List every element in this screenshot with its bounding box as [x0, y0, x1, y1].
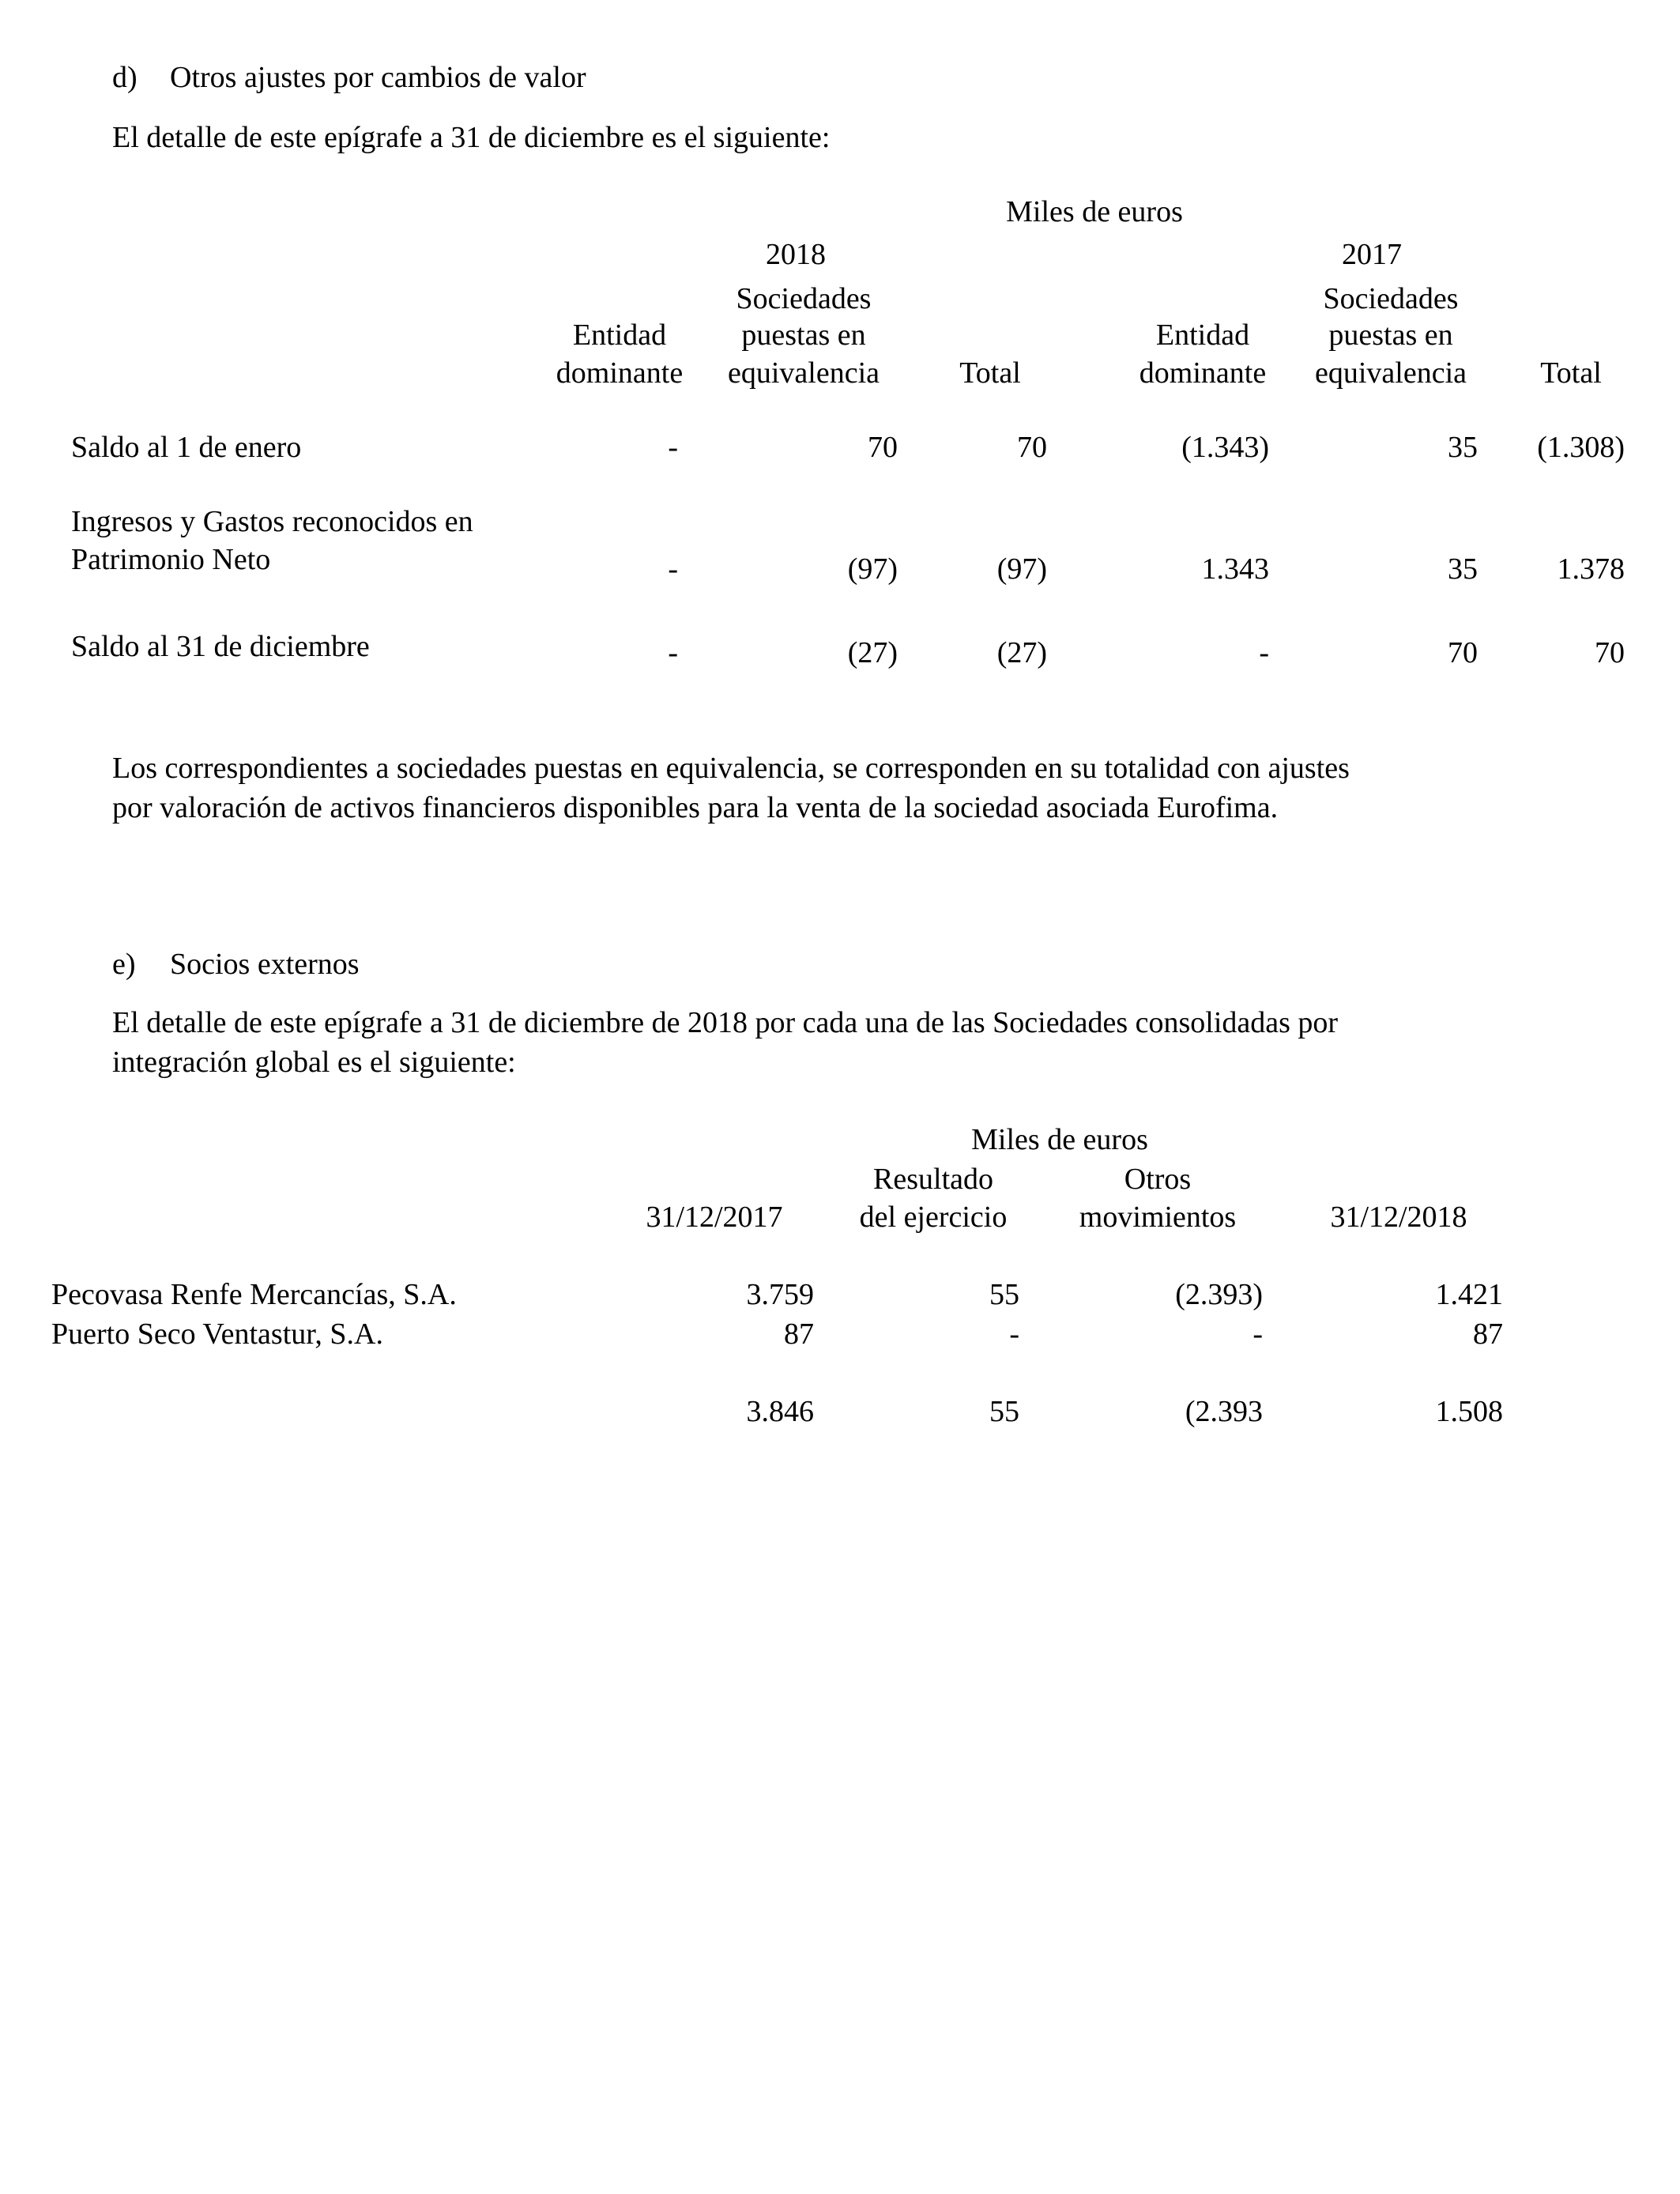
header-entidad: Entidad [1155, 319, 1250, 352]
row-label: Saldo al 1 de enero [71, 431, 302, 464]
cell: - [1252, 1318, 1263, 1351]
total-cell: 55 [989, 1395, 1019, 1428]
cell: (2.393) [1175, 1278, 1263, 1311]
cell: 1.421 [1435, 1278, 1503, 1311]
section-d-letter: d) [112, 61, 137, 94]
row-label: Pecovasa Renfe Mercancías, S.A. [51, 1278, 457, 1311]
header-sociedades: Sociedades [1323, 282, 1459, 315]
cell: - [668, 552, 678, 586]
header-entidad: Entidad [572, 319, 667, 352]
table-d-year-2017: 2017 [1342, 238, 1402, 271]
header-movimientos: movimientos [1079, 1201, 1237, 1234]
table-d-units: Miles de euros [1006, 195, 1183, 228]
total-cell: 1.508 [1435, 1395, 1503, 1428]
cell: 1.343 [1201, 552, 1269, 586]
cell: - [1259, 636, 1269, 669]
note-line-2: por valoración de activos financieros disponibles para la venta de la sociedad asociada Eurofima. [112, 791, 1279, 824]
cell: 35 [1448, 552, 1478, 586]
cell: 87 [784, 1318, 814, 1351]
cell: - [1009, 1318, 1019, 1351]
cell: (27) [847, 636, 898, 669]
row-label: Patrimonio Neto [71, 543, 271, 576]
cell: - [668, 431, 678, 464]
section-e-intro-1: El detalle de este epígrafe a 31 de diciembre de 2018 por cada una de las Sociedades consolidadas por [112, 1006, 1339, 1039]
header-puestas-en: puestas en [741, 319, 866, 352]
cell: - [668, 636, 678, 669]
header-equivalencia: equivalencia [1314, 356, 1467, 390]
header-dominante: dominante [1139, 356, 1267, 390]
table-e-units: Miles de euros [971, 1123, 1148, 1156]
section-d-intro: El detalle de este epígrafe a 31 de diciembre es el siguiente: [112, 121, 831, 154]
cell: 55 [989, 1278, 1019, 1311]
note-line-1: Los correspondientes a sociedades puestas en equivalencia, se corresponden en su totalidad con ajustes [112, 752, 1350, 785]
cell: 70 [1595, 636, 1625, 669]
header-31-12-2018: 31/12/2018 [1330, 1201, 1467, 1234]
section-e-intro-2: integración global es el siguiente: [112, 1046, 516, 1079]
header-del-ejercicio: del ejercicio [859, 1201, 1008, 1234]
cell: 87 [1473, 1318, 1503, 1351]
cell: 35 [1448, 431, 1478, 464]
table-d-year-2018: 2018 [766, 238, 826, 271]
header-puestas-en: puestas en [1328, 319, 1453, 352]
cell: (1.308) [1537, 431, 1625, 464]
cell: (1.343) [1181, 431, 1269, 464]
header-otros: Otros [1124, 1163, 1192, 1196]
section-e-title: Socios externos [170, 948, 360, 981]
header-dominante: dominante [556, 356, 684, 390]
cell: (27) [996, 636, 1047, 669]
cell: 70 [1448, 636, 1478, 669]
row-label: Ingresos y Gastos reconocidos en [71, 505, 473, 538]
total-cell: 3.846 [746, 1395, 814, 1428]
row-label: Saldo al 31 de diciembre [71, 630, 370, 663]
header-sociedades: Sociedades [736, 282, 872, 315]
cell: 3.759 [746, 1278, 814, 1311]
cell: 70 [1017, 431, 1047, 464]
header-31-12-2017: 31/12/2017 [646, 1201, 783, 1234]
section-d-title: Otros ajustes por cambios de valor [170, 61, 586, 94]
section-e-letter: e) [112, 948, 136, 981]
header-total: Total [959, 356, 1021, 390]
header-equivalencia: equivalencia [727, 356, 880, 390]
cell: (97) [996, 552, 1047, 586]
header-resultado: Resultado [873, 1163, 993, 1196]
cell: 70 [868, 431, 898, 464]
total-cell: (2.393 [1185, 1395, 1263, 1428]
header-total: Total [1540, 356, 1602, 390]
cell: (97) [847, 552, 898, 586]
cell: 1.378 [1557, 552, 1625, 586]
row-label: Puerto Seco Ventastur, S.A. [51, 1318, 383, 1351]
